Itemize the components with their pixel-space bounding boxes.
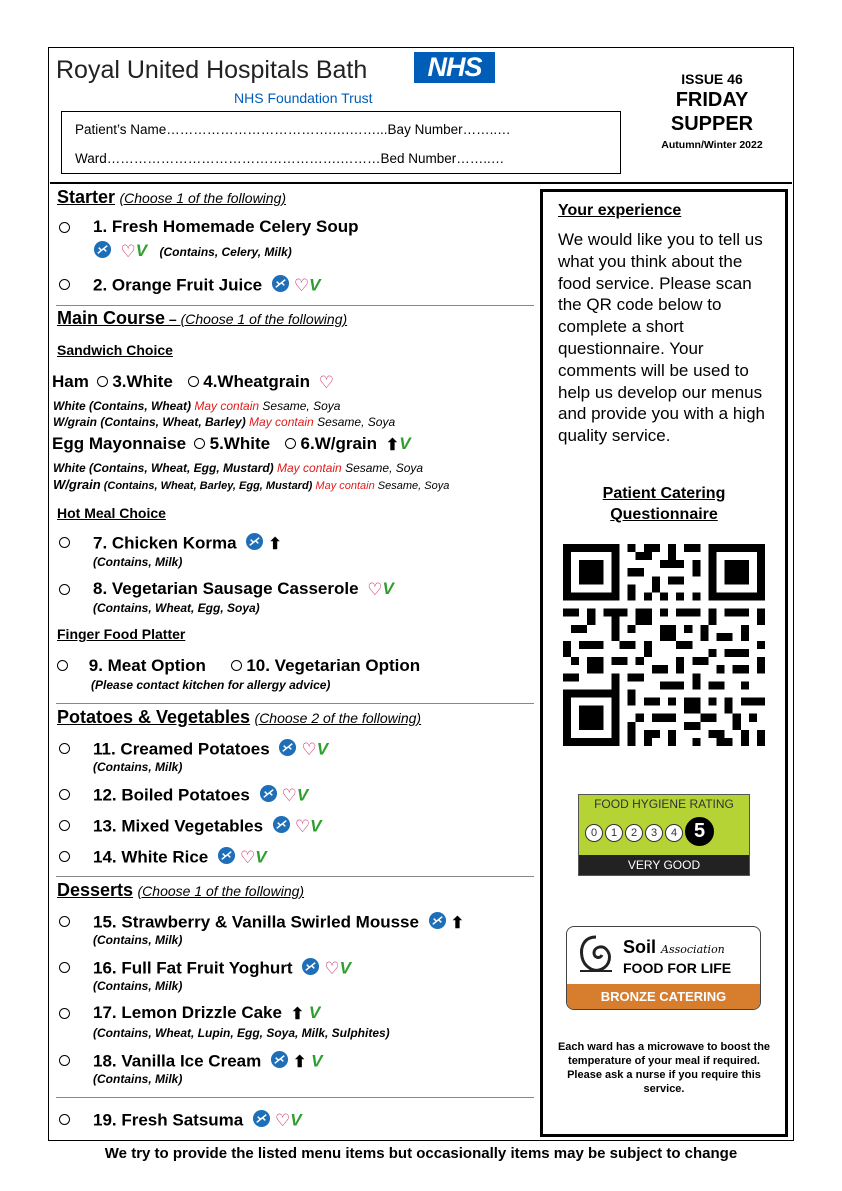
vegetarian-icon: V — [309, 275, 321, 295]
item-14-white-rice — [93, 846, 267, 870]
section-title: Starter — [57, 187, 116, 207]
item-1-allergens: (Contains, Celery, Milk) — [159, 245, 292, 260]
vegetarian-icon: V — [290, 1110, 302, 1130]
section-title: Potatoes & Vegetables — [57, 707, 251, 727]
title-dash: – — [165, 311, 181, 327]
soil-brand: Soil Association — [623, 937, 725, 957]
menu-day: FRIDAY — [675, 89, 749, 111]
heart-healthy-icon: ♡ — [240, 848, 256, 867]
patient-details-box — [61, 111, 621, 174]
trust-name: NHS Foundation Trust — [234, 90, 373, 106]
radio-item-6[interactable] — [285, 438, 296, 449]
radio-item-13[interactable] — [59, 820, 70, 831]
radio-item-19[interactable] — [59, 1114, 70, 1125]
menu-season: Autumn/Winter 2022 — [661, 139, 763, 151]
radio-item-11[interactable] — [59, 743, 70, 754]
vegetarian-icon: V — [306, 1051, 323, 1071]
fhr-title: FOOD HYGIENE RATING — [594, 797, 734, 811]
item-18-label: 18. Vanilla Ice Cream — [93, 1051, 262, 1071]
radio-item-9[interactable] — [57, 660, 68, 671]
item-9-label: 9. Meat Option — [88, 656, 206, 675]
heart-healthy-icon: ♡ — [367, 579, 383, 599]
menu-meal: SUPPER — [670, 113, 754, 135]
radio-item-3[interactable] — [97, 376, 108, 387]
potatoes-veg-heading — [57, 707, 421, 728]
item-11-allergens: (Contains, Milk) — [93, 760, 183, 774]
soil-association-badge — [566, 926, 761, 1010]
section-divider — [56, 703, 534, 704]
vegetarian-icon: V — [382, 579, 394, 598]
vegetarian-icon: V — [255, 847, 267, 867]
fhr-score: 1 — [605, 824, 623, 842]
item-12-boiled-potatoes — [93, 784, 308, 808]
header-divider — [50, 182, 792, 184]
radio-item-15[interactable] — [59, 916, 70, 927]
item-15-allergens: (Contains, Milk) — [93, 933, 183, 947]
radio-item-10[interactable] — [231, 660, 242, 671]
vegetarian-icon: V — [304, 1003, 321, 1022]
item-16-yoghurt — [93, 957, 351, 981]
issue-block — [640, 71, 784, 152]
radio-item-16[interactable] — [59, 962, 70, 973]
item-10-label: 10. Vegetarian Option — [246, 656, 421, 675]
qr-code-icon[interactable] — [563, 544, 765, 746]
egg-label: Egg Mayonnaise — [52, 434, 187, 453]
item-16-label: 16. Full Fat Fruit Yoghurt — [93, 958, 293, 978]
item-12-label: 12. Boiled Potatoes — [93, 785, 250, 805]
vegetarian-icon: V — [296, 785, 309, 805]
vegetarian-icon: V — [399, 434, 411, 453]
low-salt-icon — [245, 532, 264, 556]
item-11-label: 11. Creamed Potatoes — [93, 739, 270, 759]
hot-meal-heading: Hot Meal Choice — [57, 505, 166, 521]
section-subtitle: (Choose 1 of the following) — [119, 190, 287, 206]
fhr-score: 0 — [585, 824, 603, 842]
radio-item-17[interactable] — [59, 1008, 70, 1019]
low-salt-icon — [259, 784, 278, 808]
item-7-chicken-korma — [93, 532, 282, 556]
item-5-label: 5.White — [209, 434, 271, 453]
food-hygiene-rating-badge — [578, 794, 750, 876]
item-7-label: 7. Chicken Korma — [93, 533, 237, 553]
low-salt-icon — [272, 815, 291, 839]
issue-number: ISSUE 46 — [681, 71, 743, 87]
starter-heading — [57, 187, 286, 208]
low-salt-icon — [270, 1050, 289, 1074]
egg-white-allergens: White (Contains, Wheat, Egg, Mustard) May contain Sesame, Soya — [53, 461, 424, 475]
section-title: Main Course — [57, 308, 166, 328]
item-18-ice-cream — [93, 1050, 322, 1074]
item-14-label: 14. White Rice — [93, 847, 209, 867]
section-subtitle: (Choose 1 of the following) — [180, 311, 348, 327]
fhr-score: 4 — [665, 824, 683, 842]
section-subtitle: (Choose 1 of the following) — [137, 883, 305, 899]
low-salt-icon — [428, 911, 447, 935]
item-19-satsuma — [93, 1109, 302, 1133]
heart-healthy-icon: ♡ — [293, 276, 310, 295]
catering-questionnaire-title: Patient Catering Questionnaire — [602, 485, 726, 523]
soil-association-logo-icon — [576, 933, 616, 977]
ward-bed-line[interactable]: Ward…………………………………………….………Bed Number……..… — [75, 151, 505, 166]
microwave-note: Each ward has a microwave to boost the temperature of your meal if required. Please ask a nurse if you require this service. — [557, 1041, 771, 1095]
heart-healthy-icon: ♡ — [294, 817, 311, 836]
high-energy-arrow-icon: ⬆ — [268, 536, 282, 553]
section-divider — [56, 305, 534, 306]
egg-wgrain-allergens: W/grain (Contains, Wheat, Barley, Egg, Mustard) May contain Sesame, Soya — [53, 477, 450, 492]
vegetarian-icon: V — [316, 739, 329, 759]
item-1-icons — [93, 240, 292, 264]
fhr-score: 3 — [645, 824, 663, 842]
high-energy-arrow-icon: ⬆ — [290, 1005, 305, 1023]
radio-item-18[interactable] — [59, 1055, 70, 1066]
low-salt-icon — [252, 1109, 271, 1133]
vegetarian-icon: V — [339, 958, 351, 978]
section-divider — [56, 876, 534, 877]
finger-food-allergy-note: (Please contact kitchen for allergy advice) — [91, 678, 331, 692]
experience-text: We would like you to tell us what you think about the food service. Please scan the QR code below to complete a short questionnaire. Your comments will be used to help us develop our menus and provide you with a high quality service. — [558, 230, 765, 446]
main-course-heading — [57, 308, 347, 329]
radio-item-14[interactable] — [59, 851, 70, 862]
item-2-orange-juice — [93, 274, 320, 298]
heart-healthy-icon: ♡ — [281, 786, 297, 805]
item-19-label: 19. Fresh Satsuma — [93, 1110, 244, 1130]
nhs-logo: NHS — [414, 52, 495, 83]
hospital-name: Royal United Hospitals Bath — [56, 56, 368, 84]
heart-healthy-icon: ♡ — [301, 740, 317, 759]
radio-item-12[interactable] — [59, 789, 70, 800]
radio-item-5[interactable] — [194, 438, 205, 449]
finger-food-row — [57, 656, 420, 676]
item-11-creamed-potatoes — [93, 738, 328, 762]
radio-item-2[interactable] — [59, 279, 70, 290]
fhr-rating: 5 — [685, 817, 714, 846]
item-2-label: 2. Orange Fruit Juice — [93, 275, 263, 295]
food-for-life: FOOD FOR LIFE — [623, 960, 732, 976]
item-17-lemon-cake — [93, 1003, 320, 1024]
item-3-label: 3.White — [112, 372, 173, 391]
radio-item-7[interactable] — [59, 537, 70, 548]
footer-disclaimer: We try to provide the listed menu items but occasionally items may be subject to change — [104, 1145, 738, 1162]
low-salt-icon — [217, 846, 236, 870]
high-energy-arrow-icon: ⬆ — [450, 915, 465, 932]
item-6-label: 6.W/grain — [300, 434, 378, 453]
heart-healthy-icon: ♡ — [324, 959, 340, 978]
sandwich-choice-heading: Sandwich Choice — [57, 342, 173, 358]
ham-white-allergens: White (Contains, Wheat) May contain Sesame, Soya — [53, 399, 341, 413]
item-13-label: 13. Mixed Vegetables — [93, 816, 264, 836]
radio-item-4[interactable] — [188, 376, 199, 387]
fhr-score: 2 — [625, 824, 643, 842]
heart-healthy-icon: ♡ — [318, 372, 334, 392]
section-subtitle: (Choose 2 of the following) — [254, 710, 422, 726]
vegetarian-icon: V — [135, 241, 148, 261]
radio-item-8[interactable] — [59, 584, 70, 595]
egg-sandwich-row — [52, 434, 411, 455]
high-energy-arrow-icon: ⬆ — [292, 1054, 307, 1071]
item-15-label: 15. Strawberry & Vanilla Swirled Mousse — [93, 912, 419, 932]
experience-title: Your experience — [558, 202, 682, 219]
low-salt-icon — [301, 957, 320, 981]
item-17-allergens: (Contains, Wheat, Lupin, Egg, Soya, Milk, Sulphites) — [93, 1026, 390, 1040]
item-1-celery-soup: 1. Fresh Homemade Celery Soup — [93, 217, 359, 236]
fhr-scale — [585, 817, 716, 846]
finger-food-heading: Finger Food Platter — [57, 626, 186, 642]
fhr-label: VERY GOOD — [579, 855, 749, 875]
section-title: Desserts — [57, 880, 134, 900]
high-energy-arrow-icon: ⬆ — [385, 436, 400, 454]
item-4-label: 4.Wheatgrain — [203, 372, 310, 391]
bronze-catering-band: BRONZE CATERING — [567, 984, 760, 1009]
heart-healthy-icon: ♡ — [274, 1111, 291, 1130]
ham-wgrain-allergens: W/grain (Contains, Wheat, Barley) May contain Sesame, Soya — [53, 415, 396, 429]
item-8-veg-sausage-casserole — [93, 579, 394, 600]
item-16-allergens: (Contains, Milk) — [93, 979, 183, 993]
item-18-allergens: (Contains, Milk) — [93, 1072, 183, 1086]
low-salt-icon — [271, 274, 290, 298]
item-15-mousse — [93, 911, 464, 935]
low-salt-icon — [278, 738, 297, 762]
item-17-label: 17. Lemon Drizzle Cake — [93, 1003, 282, 1022]
item-8-label: 8. Vegetarian Sausage Casserole — [93, 579, 359, 598]
heart-healthy-icon: ♡ — [120, 242, 136, 261]
item-13-mixed-vegetables — [93, 815, 321, 839]
patient-name-bay-line[interactable]: Patient’s Name……………………………….….……...Bay Number……..… — [75, 122, 511, 137]
section-divider — [56, 1097, 534, 1098]
ham-label: Ham — [52, 372, 89, 391]
item-8-allergens: (Contains, Wheat, Egg, Soya) — [93, 601, 260, 615]
item-7-allergens: (Contains, Milk) — [93, 555, 183, 569]
desserts-heading — [57, 880, 304, 901]
radio-item-1[interactable] — [59, 222, 70, 233]
ham-sandwich-row — [52, 372, 334, 393]
vegetarian-icon: V — [310, 816, 322, 836]
low-salt-icon — [93, 240, 112, 264]
